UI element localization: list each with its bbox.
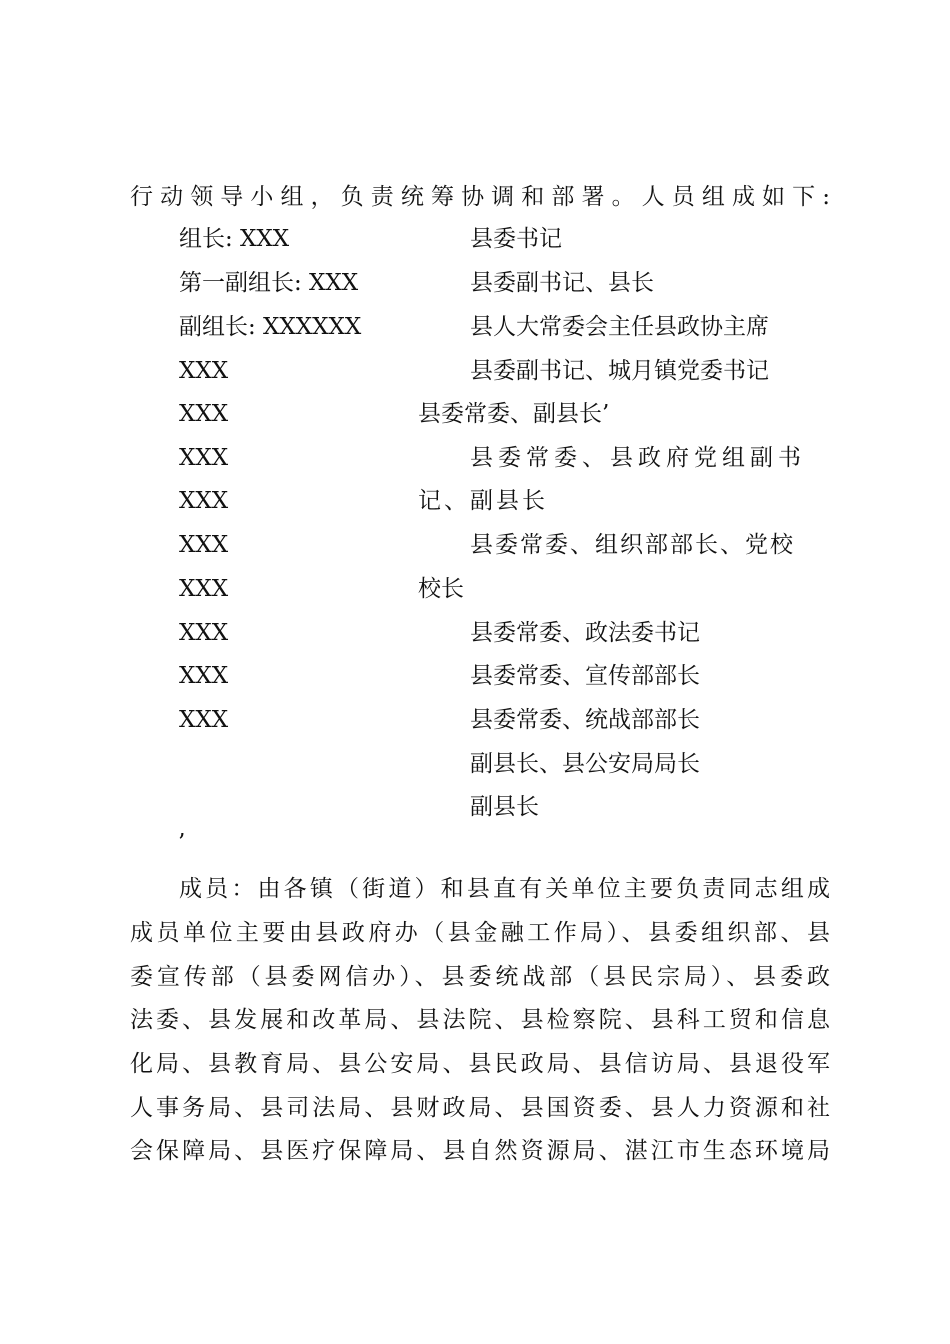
roster-name: 副组长: XXXXXX: [179, 314, 362, 340]
roster-name: XXX: [179, 532, 229, 558]
roster-title: 县委常委、统战部部长: [470, 707, 700, 733]
roster-title: 县委常委、副县长’: [418, 401, 610, 427]
members-line: 委宣传部（县委网信办）、县委统战部（县民宗局）、县委政: [130, 964, 830, 990]
roster-name: XXX: [179, 663, 229, 689]
roster-title: 记、副县长: [418, 488, 548, 514]
roster-name: 组长: XXX: [179, 226, 290, 252]
roster-title: 校长: [418, 576, 464, 602]
roster-title: 副县长: [470, 794, 539, 820]
members-line: 人事务局、县司法局、县财政局、县国资委、县人力资源和社: [130, 1095, 830, 1121]
roster-title: 县委书记: [470, 226, 562, 252]
members-line: 成员：由各镇（街道）和县直有关单位主要负责同志组成: [179, 876, 830, 902]
roster-name: XXX: [179, 620, 229, 646]
roster-title: 县人大常委会主任县政协主席: [470, 314, 769, 340]
roster-title: 县委副书记、城月镇党委书记: [470, 358, 769, 384]
members-line: 法委、县发展和改革局、县法院、县检察院、县科工贸和信息: [130, 1007, 830, 1033]
roster-title: 县委常委、政法委书记: [470, 620, 700, 646]
roster-title: 县委常委、组织部部长、党校: [470, 532, 795, 558]
roster-name: XXX: [179, 445, 229, 471]
stray-mark: ’: [178, 830, 186, 856]
roster-title: 县委副书记、县长: [470, 270, 654, 296]
roster-name: XXX: [179, 358, 229, 384]
intro-line: 行动领导小组，负责统筹协调和部署。人员组成如下:: [130, 184, 830, 210]
members-line: 成员单位主要由县政府办（县金融工作局）、县委组织部、县: [130, 920, 830, 946]
roster-title: 副县长、县公安局局长: [470, 751, 700, 777]
roster-name: XXX: [179, 707, 229, 733]
members-line: 会保障局、县医疗保障局、县自然资源局、湛江市生态环境局: [130, 1138, 830, 1164]
roster-name: XXX: [179, 488, 229, 514]
roster-title: 县委常委、宣传部部长: [470, 663, 700, 689]
members-line: 化局、县教育局、县公安局、县民政局、县信访局、县退役军: [130, 1051, 830, 1077]
roster-title: 县委常委、县政府党组副书: [470, 445, 806, 471]
roster-name: XXX: [179, 576, 229, 602]
roster-name: XXX: [179, 401, 229, 427]
roster-name: 第一副组长: XXX: [179, 270, 359, 296]
